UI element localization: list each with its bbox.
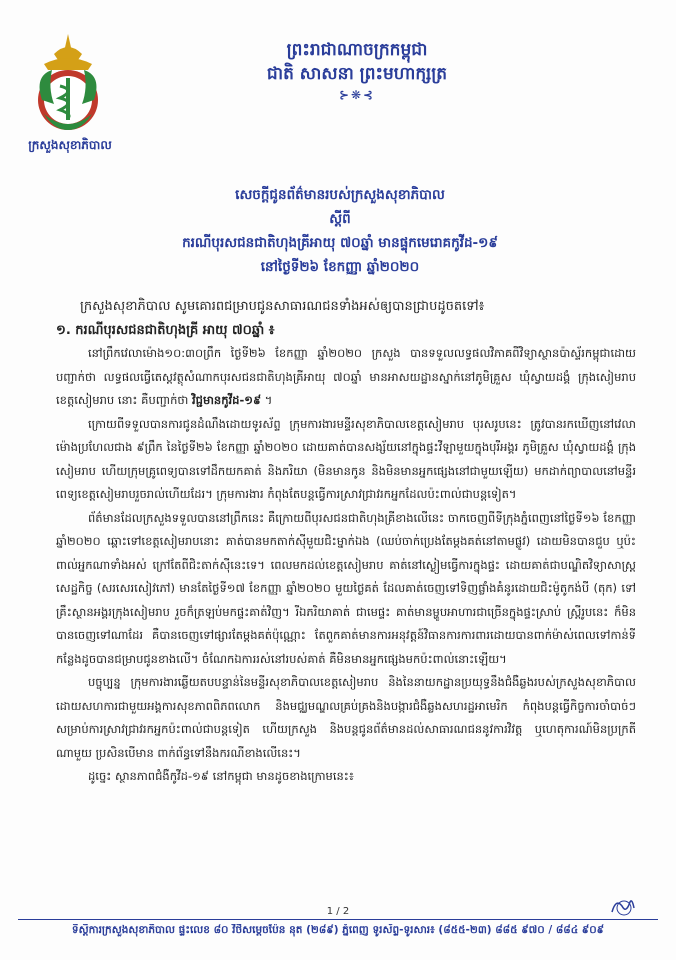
heading-subject: ករណីបុរសជនជាតិហុងគ្រីអាយុ ៧០ឆ្នាំ មានផ្ទុកមេរោគកូវីដ-១៩ (182, 235, 498, 251)
paragraph-5: ដូច្នេះ ស្ថានភាពជំងឺកូវីដ-១៩ នៅកម្ពុជា មានដូចខាងក្រោមនេះ៖ (88, 769, 354, 783)
paragraph-1-text: នៅព្រឹកវេលាម៉ោង១០:៣០ព្រឹក ថ្ងៃទី២៦ ខែកញ្ញា ឆ្នាំ២០២០ ក្រសួង បានទទួលលទ្ធផលវិភាគពីវិទ្យាស្ថានប៉ាស្ទ័រកម្ពុជាដោយបញ្ជាក់ថា លទ្ធផលធ្វើតេស្តវត្ថុសំណាកបុរសជនជាតិហុងគ្រីអាយុ ៧០ឆ្នាំ មានអាសយដ្ឋានស្នាក់នៅភូមិគ្រួស ឃុំស្វាយដង្គំ ក្រុងសៀមរាប ខេត្តសៀមរាប នោះ គឺបញ្ជាក់ថា (56, 346, 636, 407)
heading-subject-label: ស្តីពី (329, 211, 351, 227)
heading-date: នៅថ្ងៃទី២៦ ខែកញ្ញា ឆ្នាំ២០២០ (260, 259, 420, 275)
ministry-caption: ក្រសួងសុខាភិបាល (28, 138, 112, 152)
ornament-divider: ⊱❋⊰ (338, 88, 376, 102)
document-body (56, 295, 636, 789)
heading-title: សេចក្តីជូនព័ត៌មានរបស់ក្រសួងសុខាភិបាល (235, 187, 445, 203)
paragraph-1 (56, 342, 636, 413)
positive-result-highlight: វិជ្ជមានកូវីដ-១៩ (192, 393, 262, 407)
paragraph-2: ក្រោយពីទទួលបានការជូនដំណឹងដោយទូរស័ព្ទ ក្រុមការងារមន្ទីរសុខាភិបាលខេត្តសៀមរាប បុរសរូបនេះ ត្រូវបានរកឃើញនៅវេលាម៉ោងប្រហែលជាង ៩ព្រឹក នៃថ្ងៃទី២៦ ខែកញ្ញា ឆ្នាំ២០២០ ដោយគាត់បានសង្ស័យនៅក្នុងផ្ទះវីឡាមួយក្នុងបុរីអង្គរ ភូមិគ្រួស ឃុំស្វាយដង្គំ ក្រុងសៀមរាប ហើយក្រុមគ្រូពេទ្យបានទៅដឹកយកគាត់ និងភរិយា (មិនមានកូន និងមិនមានអ្នកផ្សេងនៅជាមួយឡើយ) មកដាក់ព្យាបាលនៅមន្ទីរពេទ្យខេត្តសៀមរាបរួចរាល់ហើយដែរ។ ក្រុមការងារ កំពុងតែបន្តធ្វើការស្រាវជ្រាវរកអ្នកដែលប៉ះពាល់ជាបន្តទៀត។ (56, 416, 636, 501)
paragraph-3: ព័ត៌មានដែលក្រសួងទទួលបាននៅព្រឹកនេះ គឺក្រោយពីបុរសជនជាតិហុងគ្រីខាងលើនេះ ចាកចេញពីទីក្រុងភ្នំពេញនៅថ្ងៃទី១៦ ខែកញ្ញា ឆ្នាំ២០២០ ឆ្ពោះទៅខេត្តសៀមរាបនោះ គាត់បានមកតាក់ស៊ីមួយជិះម្នាក់ឯង (ឈប់ចាក់ប្រេងតែម្តងគត់នៅតាមផ្លូវ) ដោយមិនបានជួប ឬប៉ះពាល់អ្នកណាទាំងអស់ ក្រៅតែពីជិះតាក់ស៊ីនេះទេ។ ពេលមកដល់ខេត្តសៀមរាប គាត់នៅស្ងៀមធ្វើការក្នុងផ្ទះ ដោយគាត់ជាបណ្ឌិតវិទ្យាសាស្ត្រសេដ្ឋកិច្ច (សរសេរសៀវភៅ) មានតែថ្ងៃទី១៧ ខែកញ្ញា ឆ្នាំ២០២០ មួយថ្ងៃគត់ ដែលគាត់ចេញទៅទិញផ្លាំងគំនូរដោយជិះម៉ូតូកង់បី (តុក) ទៅគ្រឹះស្ថានអង្គរក្រុងសៀមរាប រួចក៏ត្រឡប់មកផ្ទះគាត់វិញ។ រីឯភរិយាគាត់ ជាមេផ្ទះ គាត់មានម្ហូបអាហារជាច្រើនក្នុងផ្ទះស្រាប់ ស្រ្តីរូបនេះ ក៏មិនបានចេញទៅណាដែរ គឺបានចេញទៅផ្សារតែម្តងគត់ប៉ុណ្ណោះ តែពួកគាត់មានការអនុវត្តន៍វិធានការការពារដោយបានពាក់ម៉ាស់ពេលទៅកាន់ទីកន្លែងដូចបានជម្រាបជូនខាងលើ។ ចំណែកឯការរស់នៅរបស់គាត់ គឺមិនមានអ្នកផ្សេងមកប៉ះពាល់នោះឡើយ។ (56, 510, 636, 666)
paragraph-1-end: ។ (261, 393, 273, 407)
greeting-paragraph: ក្រសួងសុខាភិបាល សូមគោរពជម្រាបជូនសាធារណជនទាំងអស់ឲ្យបានជ្រាបដូចតទៅ៖ (80, 299, 485, 314)
initial-signature-icon (608, 896, 638, 918)
ministry-emblem-icon (14, 30, 122, 140)
footer-divider (18, 919, 658, 920)
kingdom-motto (212, 38, 502, 104)
paragraph-4: បច្ចុប្បន្ន ក្រុមការងារឆ្លើយតបបន្ទាន់នៃមន្ទីរសុខាភិបាលខេត្តសៀមរាប និងនៃនាយកដ្ឋានប្រយុទ្ធនឹងជំងឺឆ្លងរបស់ក្រសួងសុខាភិបាលដោយសហការជាមួយអង្គការសុខភាពពិភពលោក និងមជ្ឈមណ្ឌលគ្រប់គ្រងនិងបង្ការជំងឺឆ្លងសហរដ្ឋអាមេរិក កំពុងបន្តធ្វើកិច្ចការចាំបាច់ៗ សម្រាប់ការស្រាវជ្រាវរកអ្នកប៉ះពាល់ជាបន្តទៀត ហើយក្រសួង និងបន្តជូនព័ត៌មានដល់សាធារណជននូវការវិវត្ត ឬហេតុការណ៍មិនប្រក្រតីណាមួយ ប្រសិនបើមាន ពាក់ព័ន្ធទៅនឹងករណីខាងលើនេះ។ (56, 675, 636, 760)
section-heading: ១. ករណីបុរសជនជាតិហុងគ្រី អាយុ ៧០ឆ្នាំ ៖ (56, 322, 275, 338)
national-motto: ជាតិ សាសនា ព្រះមហាក្សត្រ (266, 64, 448, 84)
footer-address: ទីស្តីការក្រសួងសុខាភិបាល ផ្ទះលេខ ៨០ វិថីសម្តេចប៉ែន នុត (២៨៩) ភ្នំពេញ ទូរស័ព្ទ-ទូរសារ៖ (៨៥៥-២៣) ៨៨៥ ៩៧០ / ៨៨៤ ៩០៩ (71, 924, 605, 936)
kingdom-name: ព្រះរាជាណាចក្រកម្ពុជា (286, 40, 428, 60)
press-release-heading (40, 183, 640, 279)
page-number: 1 / 2 (326, 906, 350, 917)
